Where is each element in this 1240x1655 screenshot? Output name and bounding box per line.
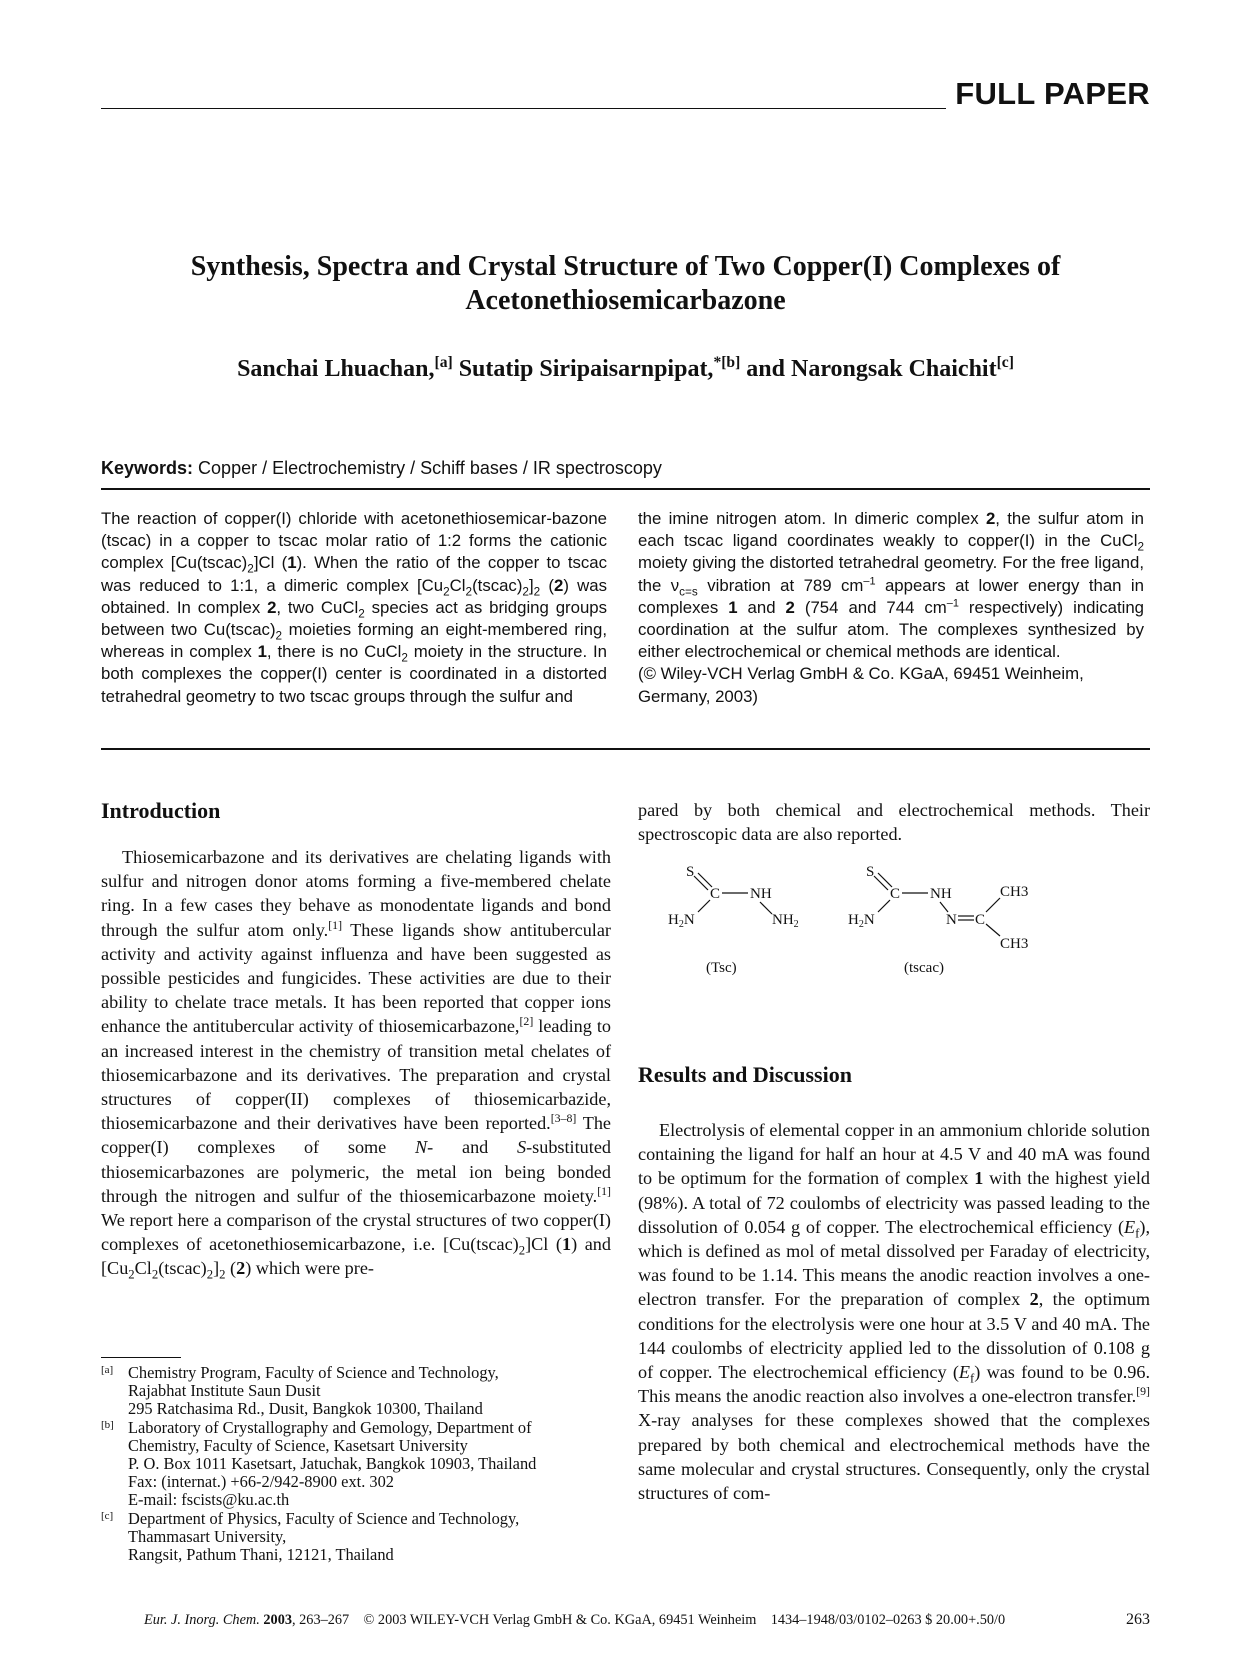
footnote-b — [101, 1419, 611, 1510]
body-text: These ligands show antitubercular activity and activity against influenza and have been suggested as possible pesticides and fungicides. These activities are due to their ability to chelate trace metals. It has been reported that copper ions enhance the antitubercular activity of thiosemicarbazone, — [101, 919, 611, 1037]
tscac-structure — [848, 864, 1028, 976]
subscript: 2 — [128, 1268, 135, 1283]
subscript: 2 — [275, 629, 283, 643]
footnote-a — [101, 1364, 611, 1419]
atom-label — [772, 912, 799, 930]
footnote-line: Rajabhat Institute Saun Dusit — [128, 1381, 321, 1401]
compound-number: 1 — [728, 597, 738, 617]
atom-label: H — [848, 912, 859, 928]
body-text: Thiosemicarbazone and its derivatives are chelating ligands with sulfur and nitrogen donor atoms forming a five-membered chelate ring. In a few cases they behave as monodentate ligands and bond through the sulfur atom only. — [101, 847, 611, 940]
author-1-affil: [a] — [434, 354, 453, 371]
atom-label: C — [710, 886, 721, 902]
body-text: We report here a comparison of the crystal structures of two copper(I) complexes of acetonethiosemicarbazone, i.e. [Cu(tscac) — [101, 1210, 611, 1255]
footnote-line: Department of Physics, Faculty of Science and Technology, — [128, 1508, 520, 1528]
abstract-text: the imine nitrogen atom. In dimeric complex — [638, 509, 986, 528]
abstract-text: moiety giving the distorted tetrahedral geometry. For the free ligand, the ν — [638, 553, 1144, 595]
paper-title — [101, 250, 1150, 318]
abstract-text: species act as bridging groups between two Cu(tscac) — [101, 597, 608, 640]
body-text: leading to an increased interest in the chemistry of transition metal chelates of thiosemicarbazone and its derivatives. The preparation and crystal structures of copper(II) complexes of thiosemicarbazide, thiosemicarbazone and their derivatives have been reported. — [101, 1016, 611, 1134]
abstract-right-column — [638, 508, 1144, 708]
body-text: The copper(I) complexes of some — [101, 1113, 612, 1158]
abstract-text: , two CuCl — [276, 597, 359, 617]
atom-label: N — [863, 912, 875, 928]
atom-label: CH3 — [1000, 884, 1029, 900]
body-text: with the highest yield (98%). A total of 72 coulombs of electricity was passed leading to the dissolution of 0.054 g of copper. The electrochemical efficiency ( — [638, 1168, 1150, 1237]
tsc-structure — [668, 864, 799, 976]
footnote-mark: [a] — [101, 1364, 114, 1376]
atom-label: C — [890, 886, 901, 902]
results-paragraph — [638, 1118, 1150, 1505]
atom-label: NH — [772, 912, 794, 928]
abstract-text: moieties forming an eight-membered ring, whereas in complex — [101, 620, 607, 662]
body-text: , the optimum conditions for the electrolysis were one hour at 3.5 V and 40 mA. The 144 coulombs of electricity applied led to the dissolution of 0.108 g of copper. The electrochemical efficiency ( — [638, 1289, 1150, 1383]
subscript: 2 — [522, 584, 529, 598]
subscript: 2 — [518, 1243, 526, 1258]
abstract-text: ) was obtained. In complex — [101, 575, 608, 617]
abstract-text: Cl — [449, 575, 466, 595]
body-text: -substituted thiosemicarbazones are polymeric, the metal ion being bonded through the nitrogen and sulfur of the thiosemicarbazone moiety. — [101, 1137, 611, 1206]
compound-number: 1 — [287, 553, 297, 573]
body-text: ( — [225, 1258, 237, 1279]
citation: [1] — [597, 1183, 611, 1198]
compound-number: 1 — [257, 642, 267, 662]
compound-number: 2 — [985, 509, 996, 528]
compound-number: 2 — [267, 597, 277, 617]
subscript: 2 — [219, 1268, 226, 1283]
results-heading: Results and Discussion — [638, 1062, 852, 1087]
compound-number: 2 — [785, 597, 795, 617]
keywords-rule — [101, 488, 1150, 490]
atom-label: CH3 — [1000, 936, 1029, 952]
introduction-paragraph — [101, 845, 611, 1281]
subscript: 2 — [1137, 540, 1144, 554]
atom-label: S — [866, 864, 875, 880]
atom-label: NH — [930, 886, 952, 902]
compound-number: 1 — [974, 1168, 984, 1189]
compound-number: 2 — [1029, 1289, 1039, 1310]
body-text: Electrolysis of elemental copper in an ammonium chloride solution containing the ligand for half an hour at 4.5 V and 40 mA was found to be optimum for the formation of complex — [638, 1120, 1150, 1189]
atom-label: N — [946, 912, 957, 928]
footer-citation — [144, 1612, 1005, 1629]
abstract-text: , there is no CuCl — [266, 642, 402, 662]
abstract-text: moiety in the structure. In both complexes the copper(I) center is coordinated in a distorted tetrahedral geometry to two tscac groups through the sulfur and — [101, 642, 607, 706]
citation: [9] — [1136, 1384, 1150, 1399]
atom-label: N — [683, 912, 695, 928]
italic-text: E — [1124, 1216, 1136, 1237]
structure-label: (Tsc) — [706, 960, 737, 976]
abstract-rule — [101, 748, 1150, 750]
footnote-line: Fax: (internat.) +66-2/942-8900 ext. 302 — [128, 1472, 394, 1492]
abstract-text: , the sulfur atom in each tscac ligand coordinates weakly to copper(I) in the CuCl — [638, 509, 1145, 551]
author-2: Sutatip Siripaisarnpipat, — [458, 356, 714, 382]
page-number: 263 — [1126, 1611, 1150, 1628]
abstract-text: ( — [540, 575, 554, 595]
author-list — [101, 356, 1150, 383]
italic-text: N — [415, 1137, 428, 1158]
subscript: 2 — [793, 919, 799, 930]
introduction-heading: Introduction — [101, 798, 221, 823]
atom-label — [668, 912, 695, 930]
body-text: ]Cl ( — [525, 1234, 562, 1255]
body-text: - and — [427, 1137, 518, 1158]
citation: [3–8] — [550, 1111, 577, 1126]
section-label: FULL PAPER — [955, 76, 1150, 111]
subscript: 2 — [443, 584, 450, 598]
subscript: f — [1135, 1226, 1140, 1241]
journal-pages: , 263–267 — [292, 1612, 350, 1628]
citation: [1] — [328, 917, 343, 932]
body-text: X-ray analyses for these complexes showed that the complexes prepared by both chemical and electrochemical methods have the same molecular and crystal structures. Consequently, only the crystal structures of com- — [638, 1410, 1150, 1504]
abstract-text: and — [737, 597, 786, 617]
subscript: 2 — [358, 607, 365, 621]
introduction-body — [101, 845, 611, 1281]
journal-name: Eur. J. Inorg. Chem. — [144, 1612, 260, 1628]
continued-text: pared by both chemical and electrochemical methods. Their spectroscopic data are also reported. — [638, 800, 1150, 845]
abstract-text: appears at lower energy than in complexes — [638, 575, 1144, 617]
abstract-text: vibration at 789 cm — [697, 575, 864, 595]
footnote-line: 295 Ratchasima Rd., Dusit, Bangkok 10300, Thailand — [128, 1399, 483, 1419]
footnote-mark: [c] — [101, 1509, 114, 1522]
body-text: ) which were pre- — [245, 1258, 374, 1279]
author-conjunction: and — [746, 356, 785, 382]
abstract-left-column — [101, 508, 607, 708]
footnote-line: E-mail: fscists@ku.ac.th — [128, 1490, 290, 1510]
superscript: –1 — [946, 597, 959, 610]
author-3: Narongsak Chaichit — [791, 356, 997, 382]
footnote-rule — [101, 1357, 181, 1358]
atom-label — [848, 912, 875, 930]
footnote-line: P. O. Box 1011 Kasetsart, Jatuchak, Bangkok 10903, Thailand — [128, 1454, 537, 1474]
keywords — [101, 458, 662, 479]
abstract-text: ). When the ratio of the copper to tscac was reduced to 1:1, a dimeric complex [Cu — [101, 553, 607, 595]
atom-label: S — [686, 864, 695, 880]
title-line-2: Acetonethiosemicarbazone — [465, 285, 786, 316]
subscript: 2 — [465, 584, 473, 598]
subscript: c=s — [679, 584, 698, 598]
affiliation-footnotes — [101, 1364, 611, 1564]
keywords-label: Keywords: — [101, 458, 194, 478]
compound-number: 1 — [561, 1234, 572, 1255]
subscript: 2 — [533, 584, 541, 598]
footer-copyright: © 2003 WILEY-VCH Verlag GmbH & Co. KGaA, 69451 Weinheim — [363, 1612, 757, 1628]
atom-label: H — [668, 912, 679, 928]
abstract-text: ] — [528, 575, 534, 595]
body-text: ) was found to be 0.96. This means the anodic reaction also involves a one-electron transfer. — [638, 1362, 1150, 1407]
author-2-affil: *[b] — [713, 354, 741, 371]
abstract-text: (tscac) — [472, 575, 523, 595]
subscript: 2 — [151, 1268, 159, 1283]
superscript: –1 — [863, 575, 876, 588]
ligand-structure-scheme — [668, 862, 1106, 982]
footnote-line: Laboratory of Crystallography and Gemology, Department of — [128, 1417, 532, 1437]
subscript: 2 — [858, 919, 864, 930]
footnote-line: Thammasart University, — [128, 1526, 287, 1546]
subscript: 2 — [206, 1268, 214, 1283]
footnote-mark: [b] — [101, 1418, 114, 1431]
compound-number: 2 — [236, 1258, 246, 1279]
body-text: ] — [213, 1258, 220, 1279]
body-text: ), which is defined as mol of metal dissolved per Faraday of electricity, was found to be 1.14. This means the anodic reaction involves a one-electron transfer. For the preparation of complex — [638, 1216, 1150, 1310]
subscript: 2 — [401, 651, 408, 665]
italic-text: E — [958, 1362, 971, 1383]
citation: [2] — [519, 1014, 534, 1029]
author-3-affil: [c] — [996, 354, 1014, 371]
footnote-line: Rangsit, Pathum Thani, 12121, Thailand — [128, 1545, 394, 1565]
italic-text: S — [517, 1137, 527, 1158]
subscript: f — [970, 1371, 975, 1386]
body-text: Cl — [134, 1258, 152, 1279]
atom-label: NH — [750, 886, 772, 902]
header-rule — [101, 108, 946, 109]
abstract-text: The reaction of copper(I) chloride with acetonethiosemicar-bazone (tscac) in a copper to tscac molar ratio of 1:2 forms the cationic complex [Cu(tscac) — [101, 509, 607, 573]
abstract-copyright: (© Wiley-VCH Verlag GmbH & Co. KGaA, 69451 Weinheim, Germany, 2003) — [638, 664, 1084, 706]
results-body — [638, 1118, 1150, 1505]
footer-issn: 1434–1948/03/0102–0263 $ 20.00+.50/0 — [770, 1612, 1006, 1628]
author-1: Sanchai Lhuachan, — [237, 356, 435, 382]
footnote-line: Chemistry, Faculty of Science, Kasetsart University — [128, 1435, 468, 1455]
abstract-text: ]Cl ( — [253, 553, 288, 573]
footnote-c — [101, 1510, 611, 1565]
abstract-text: (754 and 744 cm — [794, 597, 947, 617]
subscript: 2 — [247, 562, 254, 576]
journal-year: 2003 — [263, 1612, 292, 1628]
title-line-1: Synthesis, Spectra and Crystal Structure of Two Copper(I) Complexes of — [190, 251, 1061, 282]
atom-label: C — [975, 912, 986, 928]
footnote-line: Chemistry Program, Faculty of Science and Technology, — [128, 1363, 499, 1382]
compound-number: 2 — [554, 575, 564, 595]
subscript: 2 — [678, 919, 684, 930]
abstract-text: respectively) indicating coordination at the sulfur atom. The complexes synthesized by either electrochemical or chemical methods are identical. — [638, 597, 1145, 662]
body-text: ) and [Cu — [101, 1234, 611, 1279]
keywords-text: Copper / Electrochemistry / Schiff bases / IR spectroscopy — [198, 458, 662, 478]
structure-label: (tscac) — [904, 960, 944, 976]
body-text: (tscac) — [158, 1258, 207, 1279]
